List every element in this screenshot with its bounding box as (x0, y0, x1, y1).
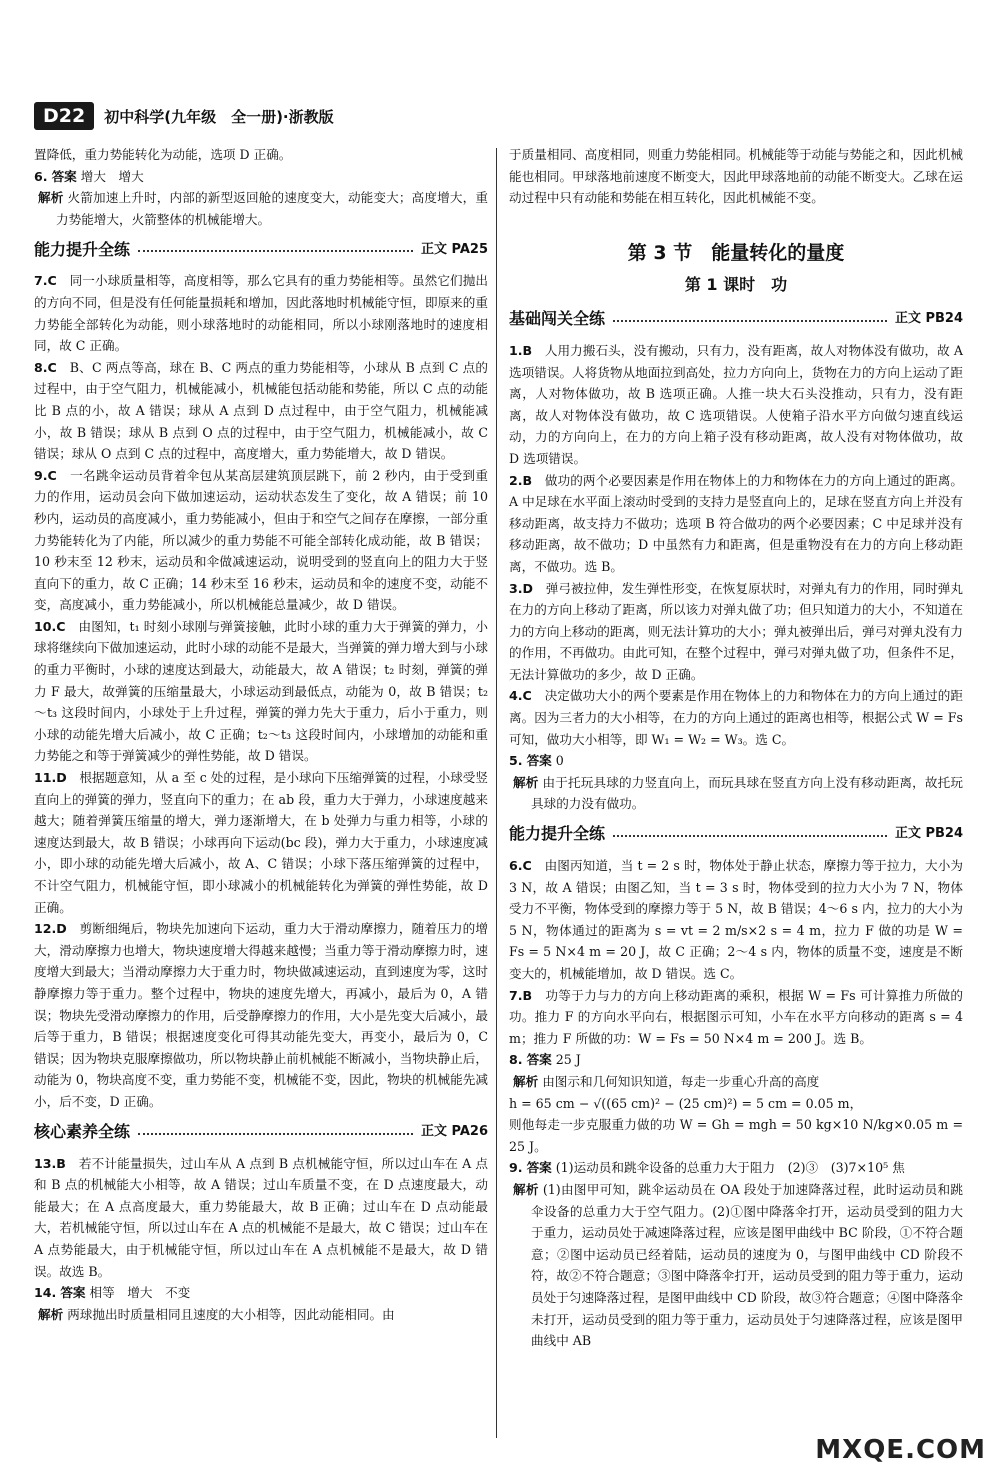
r-q2: 2.B 做功的两个必要因素是作用在物体上的力和物体在力的方向上通过的距离。A 中足球在水平面上滚动时受到的支持力是竖直向上的，足球在竖直方向上并没有移动距离，故支持力不做功；选项 B 符合做功的两个必要因素；C 中足球并没有移动距离，故不做功；D 中虽然有力和距离，但是重物没有在力的方向上移动距离，不做功。选 B。 (509, 472, 963, 574)
q7: 7.C 同一小球质量相等，高度相等，那么它具有的重力势能相等。虽然它们抛出的方向不同，但是没有任何能量损耗和增加，因此落地时机械能守恒，即原来的重力势能全部转化为动能，则小球落地时的动能相同，所以小球刚落地时的速度相同，故 C 正确。 (34, 273, 489, 354)
q10: 10.C 由图知，t₁ 时刻小球刚与弹簧接触，此时小球的重力大于弹簧的弹力，小球将继续向下做加速运动，此时小球的动能不是最大，当弹簧的弹力增大到与小球的重力平衡时，小球的速度达到最大，动能最大，故 A 错误；t₂ 时刻，弹簧的弹力 F 最大，故弹簧的压缩量最大，小球运动到最低点，动能为 0，故 B 错误；t₂～t₃ 这段时间内，小球处于上升过程，弹簧的弹力先大于重力，后小于重力，则小球的动能先增大后减小，故 C 正确；t₂～t₃ 这段时间内，小球增加的动能和重力势能之和等于弹簧减少的弹性势能，故 D 错误。 (34, 618, 488, 764)
r-q9-analysis: 解析 (1)由图甲可知，跳伞运动员在 OA 段处于加速降落过程，此时运动员和跳伞设备的总重力大于空气阻力。(2)①图中降落伞打开，运动员受到的阻力大于重力，运动员处于减速降落过程，应该是图甲曲线中 BC 阶段，①不符合题意；②图中运动员已经着陆，运动员的速度为 0，与图甲曲线中 CD 阶段不符，故②不符合题意；③图中降落伞打开，运动员受到的阻力等于重力，运动员处于匀速降落过程，是图甲曲线中 CD 阶段，故③符合题意；④图中降落伞未打开，运动员受到的阻力等于重力，运动员处于匀速降落过程，应该是图甲曲线中 AB (513, 1181, 964, 1349)
q8: 8.C B、C 两点等高，球在 B、C 两点的重力势能相等，小球从 B 点到 C 点的过程中，由于空气阻力，机械能减小，机械能包括动能和势能，所以 C 点的动能比 B 点的小，故 A 错误；球从 A 点到 D 点过程中，由于空气阻力，机械能减小，故 B 错误；球从 B 点到 O 点的过程中，由于空气阻力，机械能减小，故 C 错误；球从 O 点到 C 点的过程中，高度增大，重力势能增大，故 D 错误。 (34, 359, 488, 462)
column-divider (496, 148, 497, 1438)
r-q6: 6.C 由图丙知道，当 t = 2 s 时，物体处于静止状态，摩擦力等于拉力，大小为 3 N，故 A 错误；由图乙知，当 t = 3 s 时，物体受到的拉力大小为 7 N，物体受力不平衡，物体受到的摩擦力等于 5 N，故 B 错误；4～6 s 内，拉力的大小为 5 N，物体通过的距离为 s = vt = 2 m/s×2 s = 4 m，拉力 F 做的功是 W = Fs = 5 N×4 m = 20 J，故 C 正确；2～4 s 内，物体的质量不变，速度是不断变大的，机械能增加，故 D 错误。选 C。 (509, 858, 963, 981)
q11: 11.D 根据题意知，从 a 至 c 处的过程，是小球向下压缩弹簧的过程，小球受竖直向上的弹簧的弹力，竖直向下的重力；在 ab 段，重力大于弹力，小球速度越来越大；随着弹簧压缩量的增大，弹力逐渐增大，在 b 处弹力与重力相等，小球的速度达到最大，故 B 错误；小球再向下运动(bc 段)，弹力大于重力，小球速度减小，即小球的动能先增大后减小，故 A、C 错误；小球下落压缩弹簧的过程中，不计空气阻力，机械能守恒，即小球减小的机械能转化为弹簧的弹性势能，故 D 正确。 (34, 770, 488, 915)
r-q8-analysis: 解析 由图示和几何知识知道，每走一步重心升高的高度 (513, 1073, 820, 1089)
r-q7: 7.B 功等于力与力的方向上移动距离的乘积，根据 W = Fs 可计算推力所做的功。推力 F 的方向水平向右，根据图示可知，小车在水平方向移动的距离 s = 4 m；推力 F 所做的功：W = Fs = 50 N×4 m = 200 J。选 B。 (509, 987, 964, 1046)
r-q1: 1.B 人用力搬石头，没有搬动，只有力，没有距离，故人对物体没有做功，故 A 选项错误。人将货物从地面拉到高处，拉力方向向上，货物在力的方向上运动了距离，人对物体做功，故 B 选项正确。人推一块大石头没推动，只有力，没有距离，故人对物体没有做功，故 C 选项错误。人使箱子沿水平方向做匀速直线运动，力的方向向上，在力的方向上箱子没有移动距离，故人没有对物体做功，故 D 选项错误。 (509, 342, 963, 466)
section-ability-right: 能力提升全练 正文 PB24 (509, 824, 963, 844)
r-q3: 3.D 弹弓被拉伸，发生弹性形变，在恢复原状时，对弹丸有力的作用，同时弹丸在力的方向上移动了距离，所以该力对弹丸做了功；但只知道力的大小，不知道在力的方向上移动的距离，则无法计算功的大小；弹丸被弹出后，弹弓对弹丸没有力的作用，不再做功。由此可知，在整个过程中，弹弓对弹丸做了功，但条件不足，无法计算做功的多少，故 D 正确。 (509, 580, 964, 682)
page-number-badge: D22 (34, 102, 94, 130)
left-column (34, 144, 488, 1325)
section-basic-right: 基础闯关全练 正文 PB24 (509, 309, 963, 329)
r-q5-answer: 5. 答案 0 (509, 753, 564, 769)
r-q8-answer: 8. 答案 25 J (509, 1052, 581, 1068)
q6-analysis: 解析 火箭加速上升时，内部的新型返回舱的速度变大，动能变大；高度增大，重力势能增大，火箭整体的机械能增大。 (38, 190, 489, 227)
r-q4: 4.C 决定做功大小的两个要素是作用在物体上的力和物体在力的方向上通过的距离。因为三者力的大小相等，在力的方向上通过的距离也相等，根据公式 W = Fs 可知，做功大小相等，即 W₁ = W₂ = W₃。选 C。 (509, 688, 964, 747)
q14-answer: 14. 答案 相等 增大 不变 (34, 1285, 191, 1301)
r-q5-analysis: 解析 由于托玩具球的力竖直向上，而玩具球在竖直方向上没有移动距离，故托玩具球的力没有做功。 (513, 774, 964, 812)
chapter-title: 第 3 节 能量转化的量度 (627, 241, 845, 264)
left-intro: 置降低，重力势能转化为动能，选项 D 正确。 (34, 147, 292, 162)
right-continuation: 于质量相同、高度相同，则重力势能相同。机械能等于动能与势能之和，因此机械能也相同。甲球落地前速度不断变大，因此甲球落地前的动能不断变大。乙球在运动过程中只有动能和势能在相互转化，因此机械能不变。 (509, 147, 963, 206)
watermark-logo: MXQE.COM (815, 1435, 986, 1465)
q6-answer: 6. 答案 增大 增大 (34, 168, 144, 184)
r-q9-answer: 9. 答案 (1)运动员和跳伞设备的总重力大于阻力 (2)③ (3)7×10⁵ 焦 (509, 1160, 905, 1176)
section-core-left: 核心素养全练 正文 PA26 (34, 1121, 488, 1141)
q13: 13.B 若不计能量损失，过山车从 A 点到 B 点机械能守恒，所以过山车在 A 点和 B 点的机械能大小相等，故 A 错误；过山车质量不变，在 D 点速度最大，动能最大；在 A 点高度最大，重力势能最大，故 B 正确；过山车在 D 点动能最大，若机械能守恒，所以过山车在 A 点的机械能不是最大，故 C 错误；过山车在 A 点势能最大，由于机械能守恒，所以过山车在 A 点机械能不是最大，故 D 错误。故选 B。 (34, 1155, 488, 1279)
lesson-title: 第 1 课时 功 (684, 275, 788, 295)
q12: 12.D 剪断细绳后，物块先加速向下运动，重力大于滑动摩擦力，随着压力的增大，滑动摩擦力也增大，物块速度增大得越来越慢；当重力等于滑动摩擦力时，速度增大到最大；当滑动摩擦力大于重力时，物块做减速运动，直到速度为零，这时静摩擦力等于重力。整个过程中，物块的速度先增大，再减小，最后为 0，A 错误；物块先受滑动摩擦力的作用，后受静摩擦力的作用，大小是先变大后减小，最后等于重力，B 错误；根据速度变化可得其动能先变大，再变小，最后为 0，C 错误；因为物块克服摩擦做功，所以物块静止前机械能不断减小，当物块静止后，动能为 0，物块高度不变，重力势能不变，机械能不变，因此，物块的机械能先减小，后不变，D 正确。 (34, 921, 489, 1109)
q9: 9.C 一名跳伞运动员背着伞包从某高层建筑顶层跳下，前 2 秒内，由于受到重力的作用，运动员会向下做加速运动，运动状态发生了变化，故 A 错误；前 10 秒内，运动员的高度减小，重力势能减小，但由于和空气之间存在摩擦，一部分重力势能转化为了内能，所以减少的重力势能不可能全部转化成动能，故 B 错误；10 秒末至 12 秒末，运动员和伞做减速运动，说明受到的竖直向上的阻力大于竖直向下的重力，故 C 正确；14 秒末至 16 秒末，运动员和伞的速度不变，动能不变，高度减小，重力势能减小，所以机械能总量减少，故 D 错误。 (34, 467, 488, 613)
r-q8-after: 则他每走一步克服重力做的功 W = Gh = mgh = 50 kg×10 N/kg×0.05 m = 25 J。 (509, 1117, 963, 1154)
right-column (509, 144, 963, 1352)
page-header (34, 100, 334, 132)
q14-analysis: 解析 两球抛出时质量相同且速度的大小相等，因此动能相同。由 (38, 1306, 395, 1322)
r-q8-formula: h = 65 cm − √((65 cm)² − (25 cm)²) = 5 cm = 0.05 m， (509, 1095, 863, 1111)
section-ability-left: 能力提升全练 正文 PA25 (34, 239, 488, 259)
book-title: 初中科学(九年级 全一册)·浙教版 (104, 107, 334, 126)
